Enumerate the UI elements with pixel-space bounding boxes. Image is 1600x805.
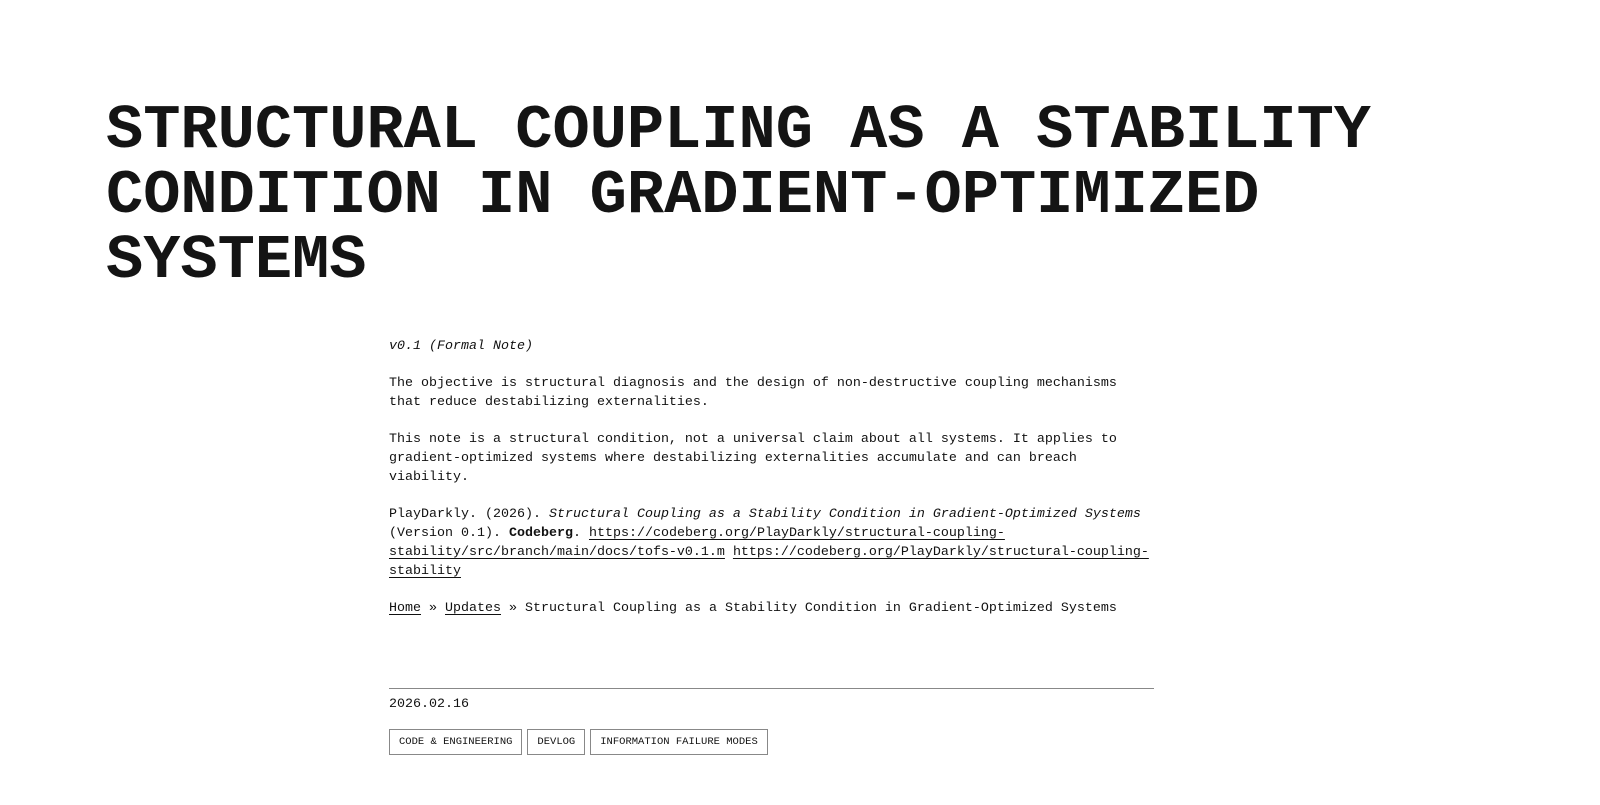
breadcrumb: Home » Updates » Structural Coupling as a Stability Condition in Gradient-Optimized Systems [389,601,1117,616]
paragraph-objective: The objective is structural diagnosis and the design of non-destructive coupling mechanisms that reduce destabilizing externalities. [389,376,1117,410]
version-note: v0.1 (Formal Note) [389,339,533,354]
breadcrumb-updates[interactable]: Updates [445,601,501,616]
citation: PlayDarkly. (2026). Structural Coupling as a Stability Condition in Gradient-Optimized Systems (Version 0.1). Codeberg. https://codeberg.org/PlayDarkly/structural-coupling-stability/src/branch/main/docs/tofs-v0.1.m https://codeberg.org/PlayDarkly/structural-coupling-stability [389,507,1149,579]
citation-link-doc[interactable]: https://codeberg.org/PlayDarkly/structural-coupling-stability/src/branch/main/docs/tofs-v0.1.m [389,526,1005,560]
breadcrumb-current: Structural Coupling as a Stability Condition in Gradient-Optimized Systems [525,601,1117,616]
tag-list [389,729,1154,755]
citation-link-repo[interactable]: https://codeberg.org/PlayDarkly/structural-coupling-stability [389,545,1149,579]
citation-title: Structural Coupling as a Stability Condition in Gradient-Optimized Systems [548,507,1141,522]
tag-devlog[interactable]: DEVLOG [527,729,585,755]
page-title: STRUCTURAL COUPLING AS A STABILITY CONDITION IN GRADIENT-OPTIMIZED SYSTEMS [106,95,1372,296]
tag-information-failure-modes[interactable]: INFORMATION FAILURE MODES [590,729,768,755]
post-footer [389,688,1154,755]
tag-code-engineering[interactable]: CODE & ENGINEERING [389,729,522,755]
citation-publisher: Codeberg [508,526,573,541]
article-body [389,337,1154,636]
breadcrumb-home[interactable]: Home [389,601,421,616]
paragraph-scope: This note is a structural condition, not a universal claim about all systems. It applies to gradient-optimized systems where destabilizing externalities accumulate and can breach viability. [389,432,1117,485]
post-date: 2026.02.16 [389,697,469,712]
